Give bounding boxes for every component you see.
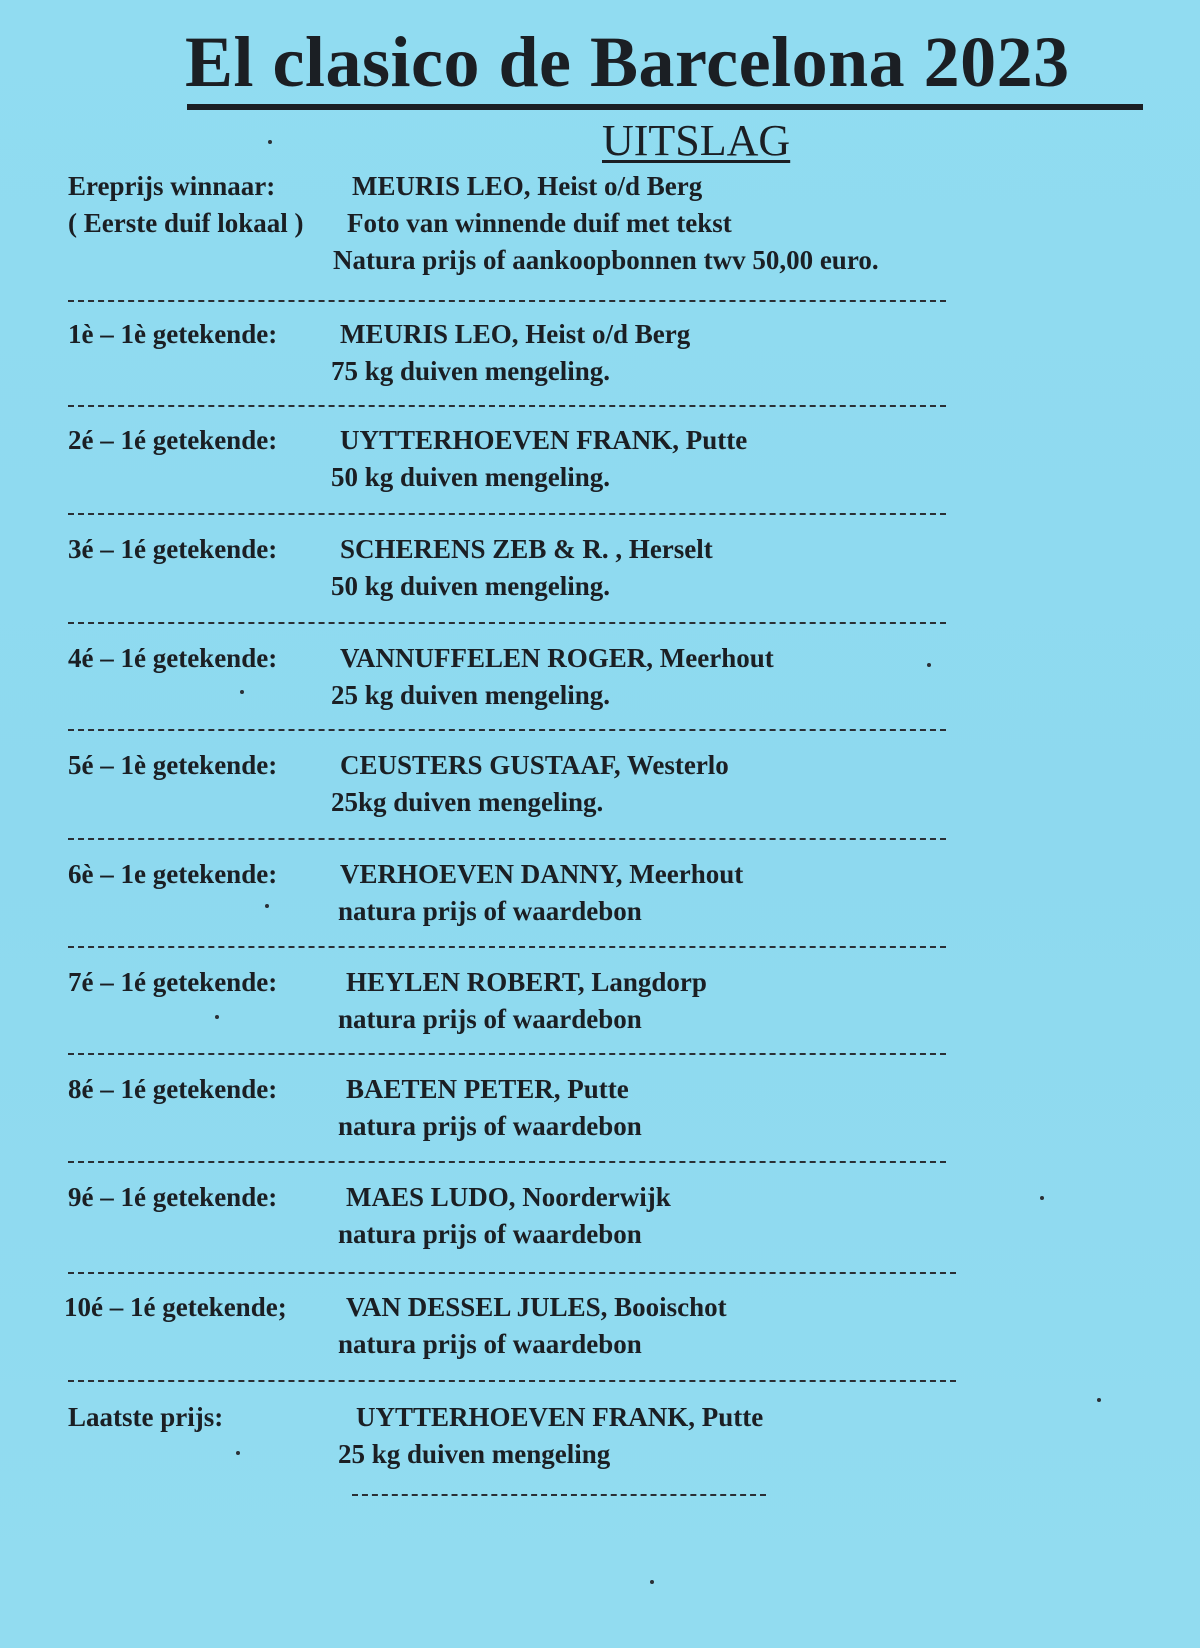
paper-speck <box>1040 1196 1044 1200</box>
result-rank: 6è – 1e getekende: <box>68 859 278 889</box>
separator <box>68 729 946 731</box>
result-prize: natura prijs of waardebon <box>338 1219 642 1249</box>
result-winner: VERHOEVEN DANNY, Meerhout <box>340 859 744 889</box>
result-rank: 10é – 1é getekende; <box>64 1292 287 1322</box>
result-winner: VAN DESSEL JULES, Booischot <box>346 1292 727 1322</box>
separator <box>68 1053 946 1055</box>
result-prize: natura prijs of waardebon <box>338 1329 642 1359</box>
ereprijs-prize-line-1: Foto van winnende duif met tekst <box>347 208 732 238</box>
result-rank: 5é – 1è getekende: <box>68 750 278 780</box>
separator <box>68 946 946 948</box>
result-prize: natura prijs of waardebon <box>338 896 642 926</box>
separator <box>68 838 946 840</box>
result-rank: 3é – 1é getekende: <box>68 534 278 564</box>
separator <box>68 1380 956 1382</box>
paper-speck <box>236 1451 240 1455</box>
separator <box>68 622 946 624</box>
result-winner: MEURIS LEO, Heist o/d Berg <box>340 319 691 349</box>
laatste-prize: 25 kg duiven mengeling <box>338 1439 611 1469</box>
paper-speck <box>650 1580 654 1584</box>
ereprijs-note: ( Eerste duif lokaal ) <box>68 208 304 238</box>
result-prize: 50 kg duiven mengeling. <box>331 571 611 601</box>
closing-separator <box>352 1494 766 1496</box>
page-title: El clasico de Barcelona 2023 <box>185 22 1070 102</box>
ereprijs-label: Ereprijs winnaar: <box>68 171 276 201</box>
separator <box>68 513 946 515</box>
result-winner: SCHERENS ZEB & R. , Herselt <box>340 534 713 564</box>
paper-speck <box>265 904 269 908</box>
title-underline <box>187 104 1143 110</box>
result-winner: CEUSTERS GUSTAAF, Westerlo <box>340 750 729 780</box>
result-rank: 9é – 1é getekende: <box>68 1182 278 1212</box>
paper-speck <box>1097 1398 1101 1402</box>
result-rank: 8é – 1é getekende: <box>68 1074 278 1104</box>
result-prize: natura prijs of waardebon <box>338 1004 642 1034</box>
result-winner: UYTTERHOEVEN FRANK, Putte <box>340 425 748 455</box>
laatste-label: Laatste prijs: <box>68 1402 224 1432</box>
result-rank: 7é – 1é getekende: <box>68 967 278 997</box>
result-winner: BAETEN PETER, Putte <box>346 1074 629 1104</box>
paper-speck <box>927 663 931 667</box>
separator <box>68 1161 946 1163</box>
ereprijs-winner: MEURIS LEO, Heist o/d Berg <box>352 171 703 201</box>
result-prize: natura prijs of waardebon <box>338 1111 642 1141</box>
result-winner: MAES LUDO, Noorderwijk <box>346 1182 671 1212</box>
result-prize: 75 kg duiven mengeling. <box>331 356 611 386</box>
result-winner: HEYLEN ROBERT, Langdorp <box>346 967 707 997</box>
laatste-winner: UYTTERHOEVEN FRANK, Putte <box>356 1402 764 1432</box>
result-winner: VANNUFFELEN ROGER, Meerhout <box>340 643 774 673</box>
paper-speck <box>240 690 244 694</box>
ereprijs-prize-line-2: Natura prijs of aankoopbonnen twv 50,00 euro. <box>333 245 879 275</box>
paper-speck <box>215 1015 219 1019</box>
result-prize: 25kg duiven mengeling. <box>331 787 604 817</box>
separator <box>68 300 946 302</box>
result-prize: 50 kg duiven mengeling. <box>331 462 611 492</box>
paper-speck <box>268 140 272 144</box>
page-subtitle: UITSLAG <box>602 116 791 165</box>
result-prize: 25 kg duiven mengeling. <box>331 680 611 710</box>
separator <box>68 405 946 407</box>
result-rank: 2é – 1é getekende: <box>68 425 278 455</box>
result-rank: 1è – 1è getekende: <box>68 319 278 349</box>
result-rank: 4é – 1é getekende: <box>68 643 278 673</box>
separator <box>68 1272 956 1274</box>
